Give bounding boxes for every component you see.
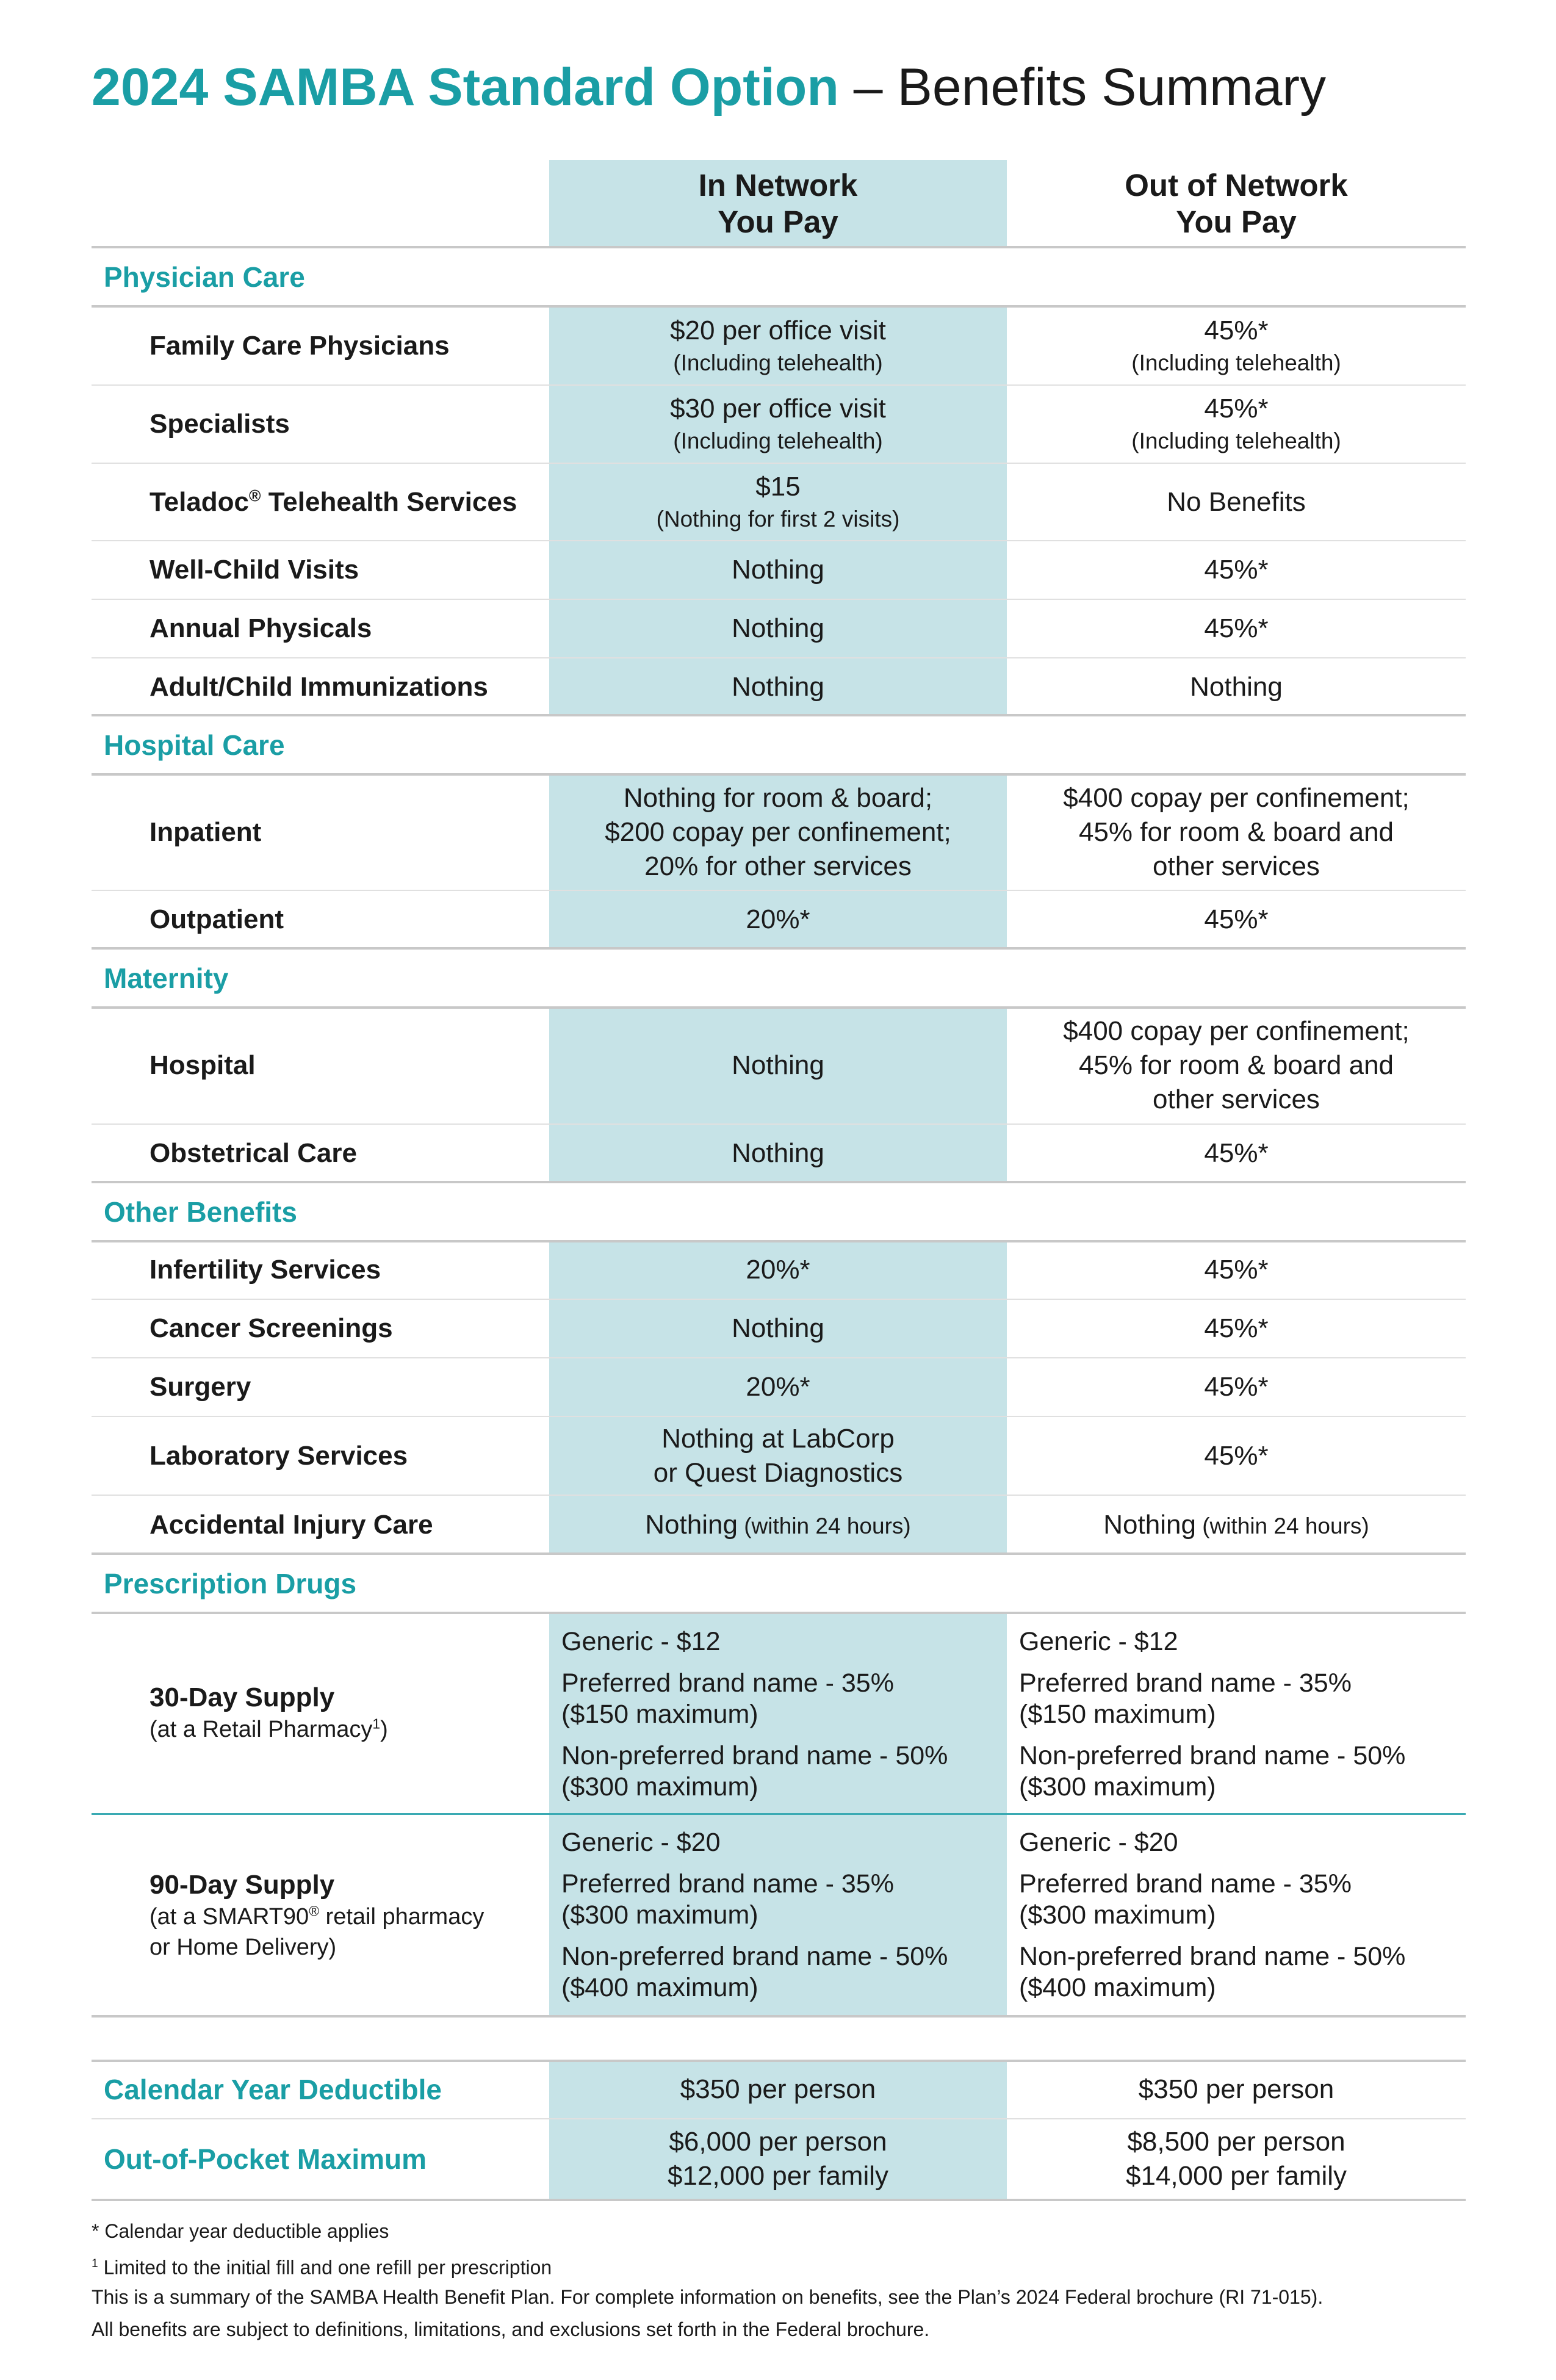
row-label-cell (149, 306, 546, 385)
preferred-max: ($150 maximum) (561, 1700, 758, 1729)
row-label-cell (149, 1300, 546, 1357)
section-hospital-care (92, 715, 1466, 774)
value-line: $350 per person (1138, 2074, 1334, 2104)
value-main: Nothing (1103, 1509, 1196, 1540)
row-label: Adult/Child Immunizations (149, 671, 488, 702)
row-label-cell (149, 1417, 546, 1495)
non-preferred-max: ($300 maximum) (1019, 1772, 1216, 1801)
sublabel-part: (at a SMART90 (149, 1904, 309, 1930)
row-label-cell (149, 464, 546, 540)
registered-mark: ® (249, 486, 261, 505)
row-label: Inpatient (149, 817, 262, 847)
row-label: Family Care Physicians (149, 330, 450, 361)
value-line: 45%* (1204, 1313, 1269, 1343)
value-line: other services (1153, 851, 1320, 881)
value-line: 45%* (1204, 1138, 1269, 1168)
value-line: 20%* (746, 1372, 810, 1402)
value-line: $14,000 per family (1126, 2161, 1347, 2191)
generic-tier: Generic - $20 (561, 1828, 721, 1857)
row-label-cell (149, 774, 546, 890)
out-network-value (1007, 541, 1466, 599)
value-line: 45%* (1204, 613, 1269, 643)
row-label: Out-of-Pocket Maximum (104, 2143, 427, 2175)
value-note: (Nothing for first 2 visits) (656, 506, 900, 532)
value-note: (Including telehealth) (673, 350, 883, 375)
value-line: 20%* (746, 904, 810, 934)
row-label: Cancer Screenings (149, 1313, 393, 1343)
value-note: (within 24 hours) (1195, 1513, 1369, 1538)
row-surgery (92, 1358, 1466, 1416)
out-network-value (1007, 1417, 1466, 1495)
non-preferred-max: ($300 maximum) (561, 1772, 758, 1801)
label-part: Telehealth Services (261, 486, 517, 517)
row-cancer-screenings (92, 1300, 1466, 1357)
out-network-value (1007, 2119, 1466, 2199)
out-network-value (1007, 386, 1466, 463)
out-network-value (1007, 1358, 1466, 1416)
in-network-value (549, 1815, 1007, 2016)
in-network-value (549, 306, 1007, 385)
value-line: 20% for other services (644, 851, 912, 881)
row-family-care-physicians (92, 306, 1466, 385)
row-maternity-hospital (92, 1008, 1466, 1123)
value-line: Nothing (732, 555, 824, 585)
out-network-value (1007, 1613, 1466, 1813)
value-line: Nothing (732, 1138, 824, 1168)
section-prescription-drugs (92, 1554, 1466, 1613)
row-label: Calendar Year Deductible (104, 2074, 442, 2105)
value-line: Nothing (732, 1313, 824, 1343)
footnote-summary: This is a summary of the SAMBA Health Benefit Plan. For complete information on benefits, see the Plan’s 2024 Federal brochure (RI 71-015). (92, 2286, 1324, 2308)
footnote-limitations: All benefits are subject to definitions, limitations, and exclusions set forth in the Federal brochure. (92, 2318, 930, 2340)
in-network-value (549, 1008, 1007, 1123)
row-well-child-visits (92, 541, 1466, 599)
generic-tier: Generic - $12 (561, 1627, 721, 1656)
in-network-value (549, 541, 1007, 599)
sublabel-part: ) (380, 1717, 388, 1742)
section-title: Other Benefits (104, 1195, 297, 1228)
value-line: 45%* (1204, 904, 1269, 934)
value-line: $8,500 per person (1127, 2127, 1345, 2157)
section-title: Physician Care (104, 261, 305, 293)
value-note: (Including telehealth) (673, 428, 883, 453)
row-label (149, 486, 546, 519)
value-line: Nothing for room & board; (623, 782, 933, 813)
row-label: Laboratory Services (149, 1440, 408, 1471)
row-label-cell (149, 1496, 546, 1554)
row-30-day-supply (92, 1613, 1466, 1813)
row-calendar-year-deductible (92, 2061, 1466, 2118)
out-network-value (1007, 1241, 1466, 1299)
row-label-cell (149, 600, 546, 657)
preferred-max: ($150 maximum) (1019, 1700, 1216, 1729)
section-title: Maternity (104, 962, 229, 994)
in-network-value (549, 386, 1007, 463)
row-laboratory-services (92, 1417, 1466, 1495)
value-line: 45%* (1204, 1372, 1269, 1402)
row-label-cell (149, 1241, 546, 1299)
non-preferred-max: ($400 maximum) (561, 1973, 758, 2002)
in-network-value (549, 658, 1007, 715)
row-out-of-pocket-maximum (92, 2119, 1466, 2199)
row-label: Hospital (149, 1050, 256, 1080)
in-network-value (549, 1300, 1007, 1357)
value-note: (Including telehealth) (1131, 428, 1341, 453)
in-network-value (549, 2119, 1007, 2199)
value-line: 45%* (1204, 1440, 1269, 1471)
preferred-tier: Preferred brand name - 35% (1019, 1668, 1352, 1698)
in-network-value (549, 600, 1007, 657)
in-network-header-line1: In Network (698, 167, 858, 203)
row-sublabel: or Home Delivery) (149, 1935, 337, 1960)
value-line (1103, 1508, 1369, 1542)
row-label: Infertility Services (149, 1255, 381, 1285)
footnote-marker: 1 (372, 1715, 381, 1732)
value-line: 20%* (746, 1255, 810, 1285)
page-title (92, 54, 1326, 121)
section-other-benefits (92, 1182, 1466, 1241)
value-line: 45%* (1204, 315, 1269, 345)
non-preferred-max: ($400 maximum) (1019, 1973, 1216, 2002)
value-line: other services (1153, 1084, 1320, 1114)
row-label-cell (149, 1358, 546, 1416)
row-label: 90-Day Supply (149, 1870, 335, 1900)
in-network-value (549, 1241, 1007, 1299)
generic-tier: Generic - $12 (1019, 1627, 1178, 1656)
out-network-value (1007, 1125, 1466, 1182)
value-note: (Including telehealth) (1131, 350, 1341, 375)
value-line: $400 copay per confinement; (1063, 1016, 1410, 1046)
section-heading (104, 1182, 836, 1241)
preferred-tier: Preferred brand name - 35% (1019, 1869, 1352, 1899)
footnote-deductible: * Calendar year deductible applies (92, 2220, 389, 2242)
value-line: $6,000 per person (669, 2127, 887, 2157)
in-network-header (549, 160, 1007, 247)
value-line: $400 copay per confinement; (1063, 782, 1410, 813)
row-obstetrical-care (92, 1125, 1466, 1182)
in-network-value (549, 464, 1007, 540)
row-outpatient (92, 891, 1466, 948)
value-line: Nothing (732, 671, 824, 702)
section-heading (104, 948, 836, 1008)
in-network-value (549, 1417, 1007, 1495)
out-network-value (1007, 1496, 1466, 1554)
out-network-value (1007, 306, 1466, 385)
out-network-value (1007, 891, 1466, 948)
row-label: Outpatient (149, 904, 284, 934)
title-suffix: – Benefits Summary (838, 58, 1327, 117)
row-label-cell (149, 1125, 546, 1182)
value-line: $15 (755, 471, 801, 502)
row-label: Surgery (149, 1372, 251, 1402)
generic-tier: Generic - $20 (1019, 1828, 1178, 1857)
label-part: Teladoc (149, 486, 250, 517)
section-heading (104, 715, 836, 774)
row-specialists (92, 386, 1466, 463)
value-line: or Quest Diagnostics (653, 1457, 903, 1488)
in-network-value (549, 891, 1007, 948)
value-line: 45%* (1204, 555, 1269, 585)
preferred-tier: Preferred brand name - 35% (561, 1668, 894, 1698)
preferred-max: ($300 maximum) (1019, 1900, 1216, 1930)
value-line: Nothing at LabCorp (661, 1423, 895, 1454)
row-label-cell (149, 658, 546, 715)
footnote-text: Limited to the initial fill and one refill per prescription (98, 2256, 552, 2279)
row-label-cell (149, 386, 546, 463)
divider (92, 2199, 1466, 2201)
value-line: 45%* (1204, 394, 1269, 424)
sublabel-part: retail pharmacy (319, 1904, 484, 1930)
section-maternity (92, 948, 1466, 1008)
value-line: 45% for room & board and (1078, 1050, 1394, 1080)
value-line: $350 per person (680, 2074, 876, 2104)
value-note: (within 24 hours) (737, 1513, 911, 1538)
in-network-value (549, 774, 1007, 890)
row-label-cell (149, 541, 546, 599)
section-heading (104, 1554, 836, 1613)
non-preferred-tier: Non-preferred brand name - 50% (1019, 1741, 1406, 1770)
non-preferred-tier: Non-preferred brand name - 50% (561, 1741, 948, 1770)
value-line: $30 per office visit (670, 394, 886, 424)
row-label-cell (149, 1815, 546, 2016)
in-network-value (549, 1358, 1007, 1416)
section-title: Hospital Care (104, 729, 285, 761)
row-label-cell (149, 891, 546, 948)
out-network-value (1007, 658, 1466, 715)
in-network-value (549, 2061, 1007, 2118)
preferred-tier: Preferred brand name - 35% (561, 1869, 894, 1899)
out-network-header-line2: You Pay (1176, 204, 1297, 239)
non-preferred-tier: Non-preferred brand name - 50% (1019, 1942, 1406, 1971)
row-immunizations (92, 658, 1466, 715)
row-label: 30-Day Supply (149, 1682, 335, 1712)
row-infertility-services (92, 1241, 1466, 1299)
out-network-value (1007, 2061, 1466, 2118)
in-network-value (549, 1125, 1007, 1182)
value-line (645, 1508, 910, 1542)
footnote-refill (92, 2252, 552, 2280)
row-sublabel (149, 1902, 546, 1932)
value-line: $200 copay per confinement; (605, 817, 951, 847)
row-label: Annual Physicals (149, 613, 372, 643)
footnote-marker: 1 (92, 2257, 98, 2270)
value-line: 45%* (1204, 1255, 1269, 1285)
row-label-cell (149, 1613, 546, 1813)
title-plan-name: 2024 SAMBA Standard Option (92, 58, 839, 117)
registered-mark: ® (309, 1903, 319, 1919)
out-network-header-line1: Out of Network (1125, 167, 1348, 203)
out-network-header (1007, 160, 1466, 247)
out-network-value (1007, 1300, 1466, 1357)
out-network-value (1007, 774, 1466, 890)
section-physician-care (92, 247, 1466, 306)
out-network-value (1007, 600, 1466, 657)
row-label: Obstetrical Care (149, 1138, 357, 1168)
row-inpatient (92, 774, 1466, 890)
value-line: Nothing (732, 613, 824, 643)
column-header-row (92, 160, 1466, 247)
row-sublabel (149, 1714, 546, 1745)
value-line: No Benefits (1167, 486, 1306, 517)
preferred-max: ($300 maximum) (561, 1900, 758, 1930)
value-line: Nothing (732, 1050, 824, 1080)
value-line: $12,000 per family (668, 2161, 888, 2191)
divider (92, 2015, 1466, 2018)
row-annual-physicals (92, 600, 1466, 657)
out-network-value (1007, 1815, 1466, 2016)
value-main: Nothing (645, 1509, 738, 1540)
value-line: Nothing (1190, 671, 1283, 702)
in-network-value (549, 1613, 1007, 1813)
row-label-cell (149, 1008, 546, 1123)
row-teladoc-telehealth (92, 464, 1466, 540)
in-network-value (549, 1496, 1007, 1554)
section-title: Prescription Drugs (104, 1567, 357, 1599)
non-preferred-tier: Non-preferred brand name - 50% (561, 1942, 948, 1971)
row-label: Well-Child Visits (149, 555, 359, 585)
row-label: Specialists (149, 409, 290, 439)
row-label: Accidental Injury Care (149, 1509, 433, 1540)
in-network-header-line2: You Pay (718, 204, 838, 239)
row-90-day-supply (92, 1815, 1466, 2016)
row-accidental-injury-care (92, 1496, 1466, 1554)
out-network-value (1007, 464, 1466, 540)
value-line: 45% for room & board and (1078, 817, 1394, 847)
section-heading (104, 247, 836, 306)
out-network-value (1007, 1008, 1466, 1123)
sublabel-part: (at a Retail Pharmacy (149, 1717, 373, 1742)
value-line: $20 per office visit (670, 315, 886, 345)
